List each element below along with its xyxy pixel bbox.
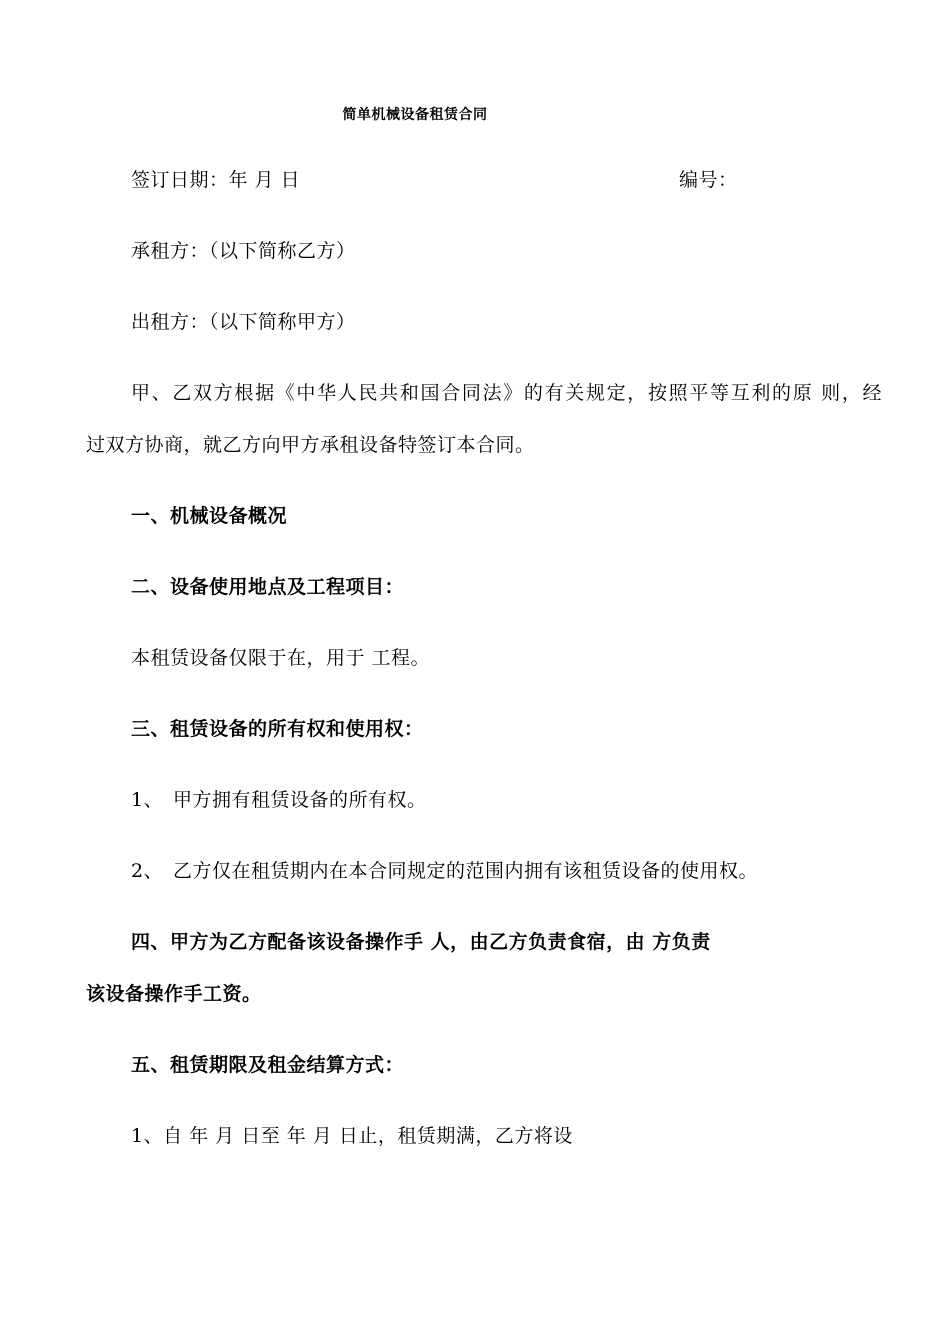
lessor-line: 出租方：（以下简称甲方） — [131, 311, 356, 333]
section-3-item-2-text: 乙方仅在租赁期内在本合同规定的范围内拥有该租赁设备的使用权。 — [173, 860, 759, 882]
section-3-item-1-text: 甲方拥有租赁设备的所有权。 — [173, 789, 427, 811]
section-3-item-1-number: 1、 — [131, 789, 164, 811]
section-4-line-1: 四、甲方为乙方配备该设备操作手 人，由乙方负责食宿，由 方负责 — [131, 931, 711, 953]
section-2-heading: 二、设备使用地点及工程项目： — [131, 576, 405, 598]
contract-number: 编号： — [679, 169, 738, 191]
lessee-line: 承租方：（以下简称乙方） — [131, 240, 356, 262]
section-3-item-2-number: 2、 — [131, 860, 164, 882]
section-2-text: 本租赁设备仅限于在，用于 工程。 — [131, 647, 431, 669]
section-3-heading: 三、租赁设备的所有权和使用权： — [131, 718, 424, 740]
document-title: 简单机械设备租赁合同 — [342, 107, 488, 123]
section-5-heading: 五、租赁期限及租金结算方式： — [131, 1054, 405, 1076]
intro-paragraph-line-2: 过双方协商，就乙方向甲方承租设备特签订本合同。 — [86, 434, 535, 456]
section-3-item-1 — [131, 788, 427, 812]
section-5-item-1: 1、自 年 月 日至 年 月 日止，租赁期满，乙方将设 — [131, 1125, 573, 1147]
signing-date: 签订日期：年 月 日 — [131, 169, 301, 191]
section-1-heading: 一、机械设备概况 — [131, 505, 288, 527]
intro-paragraph-line-1: 甲、乙双方根据《中华人民共和国合同法》的有关规定，按照平等互利的原 则，经 — [131, 382, 882, 404]
section-3-item-2 — [131, 859, 758, 883]
section-4-line-2: 该设备操作手工资。 — [86, 983, 262, 1005]
